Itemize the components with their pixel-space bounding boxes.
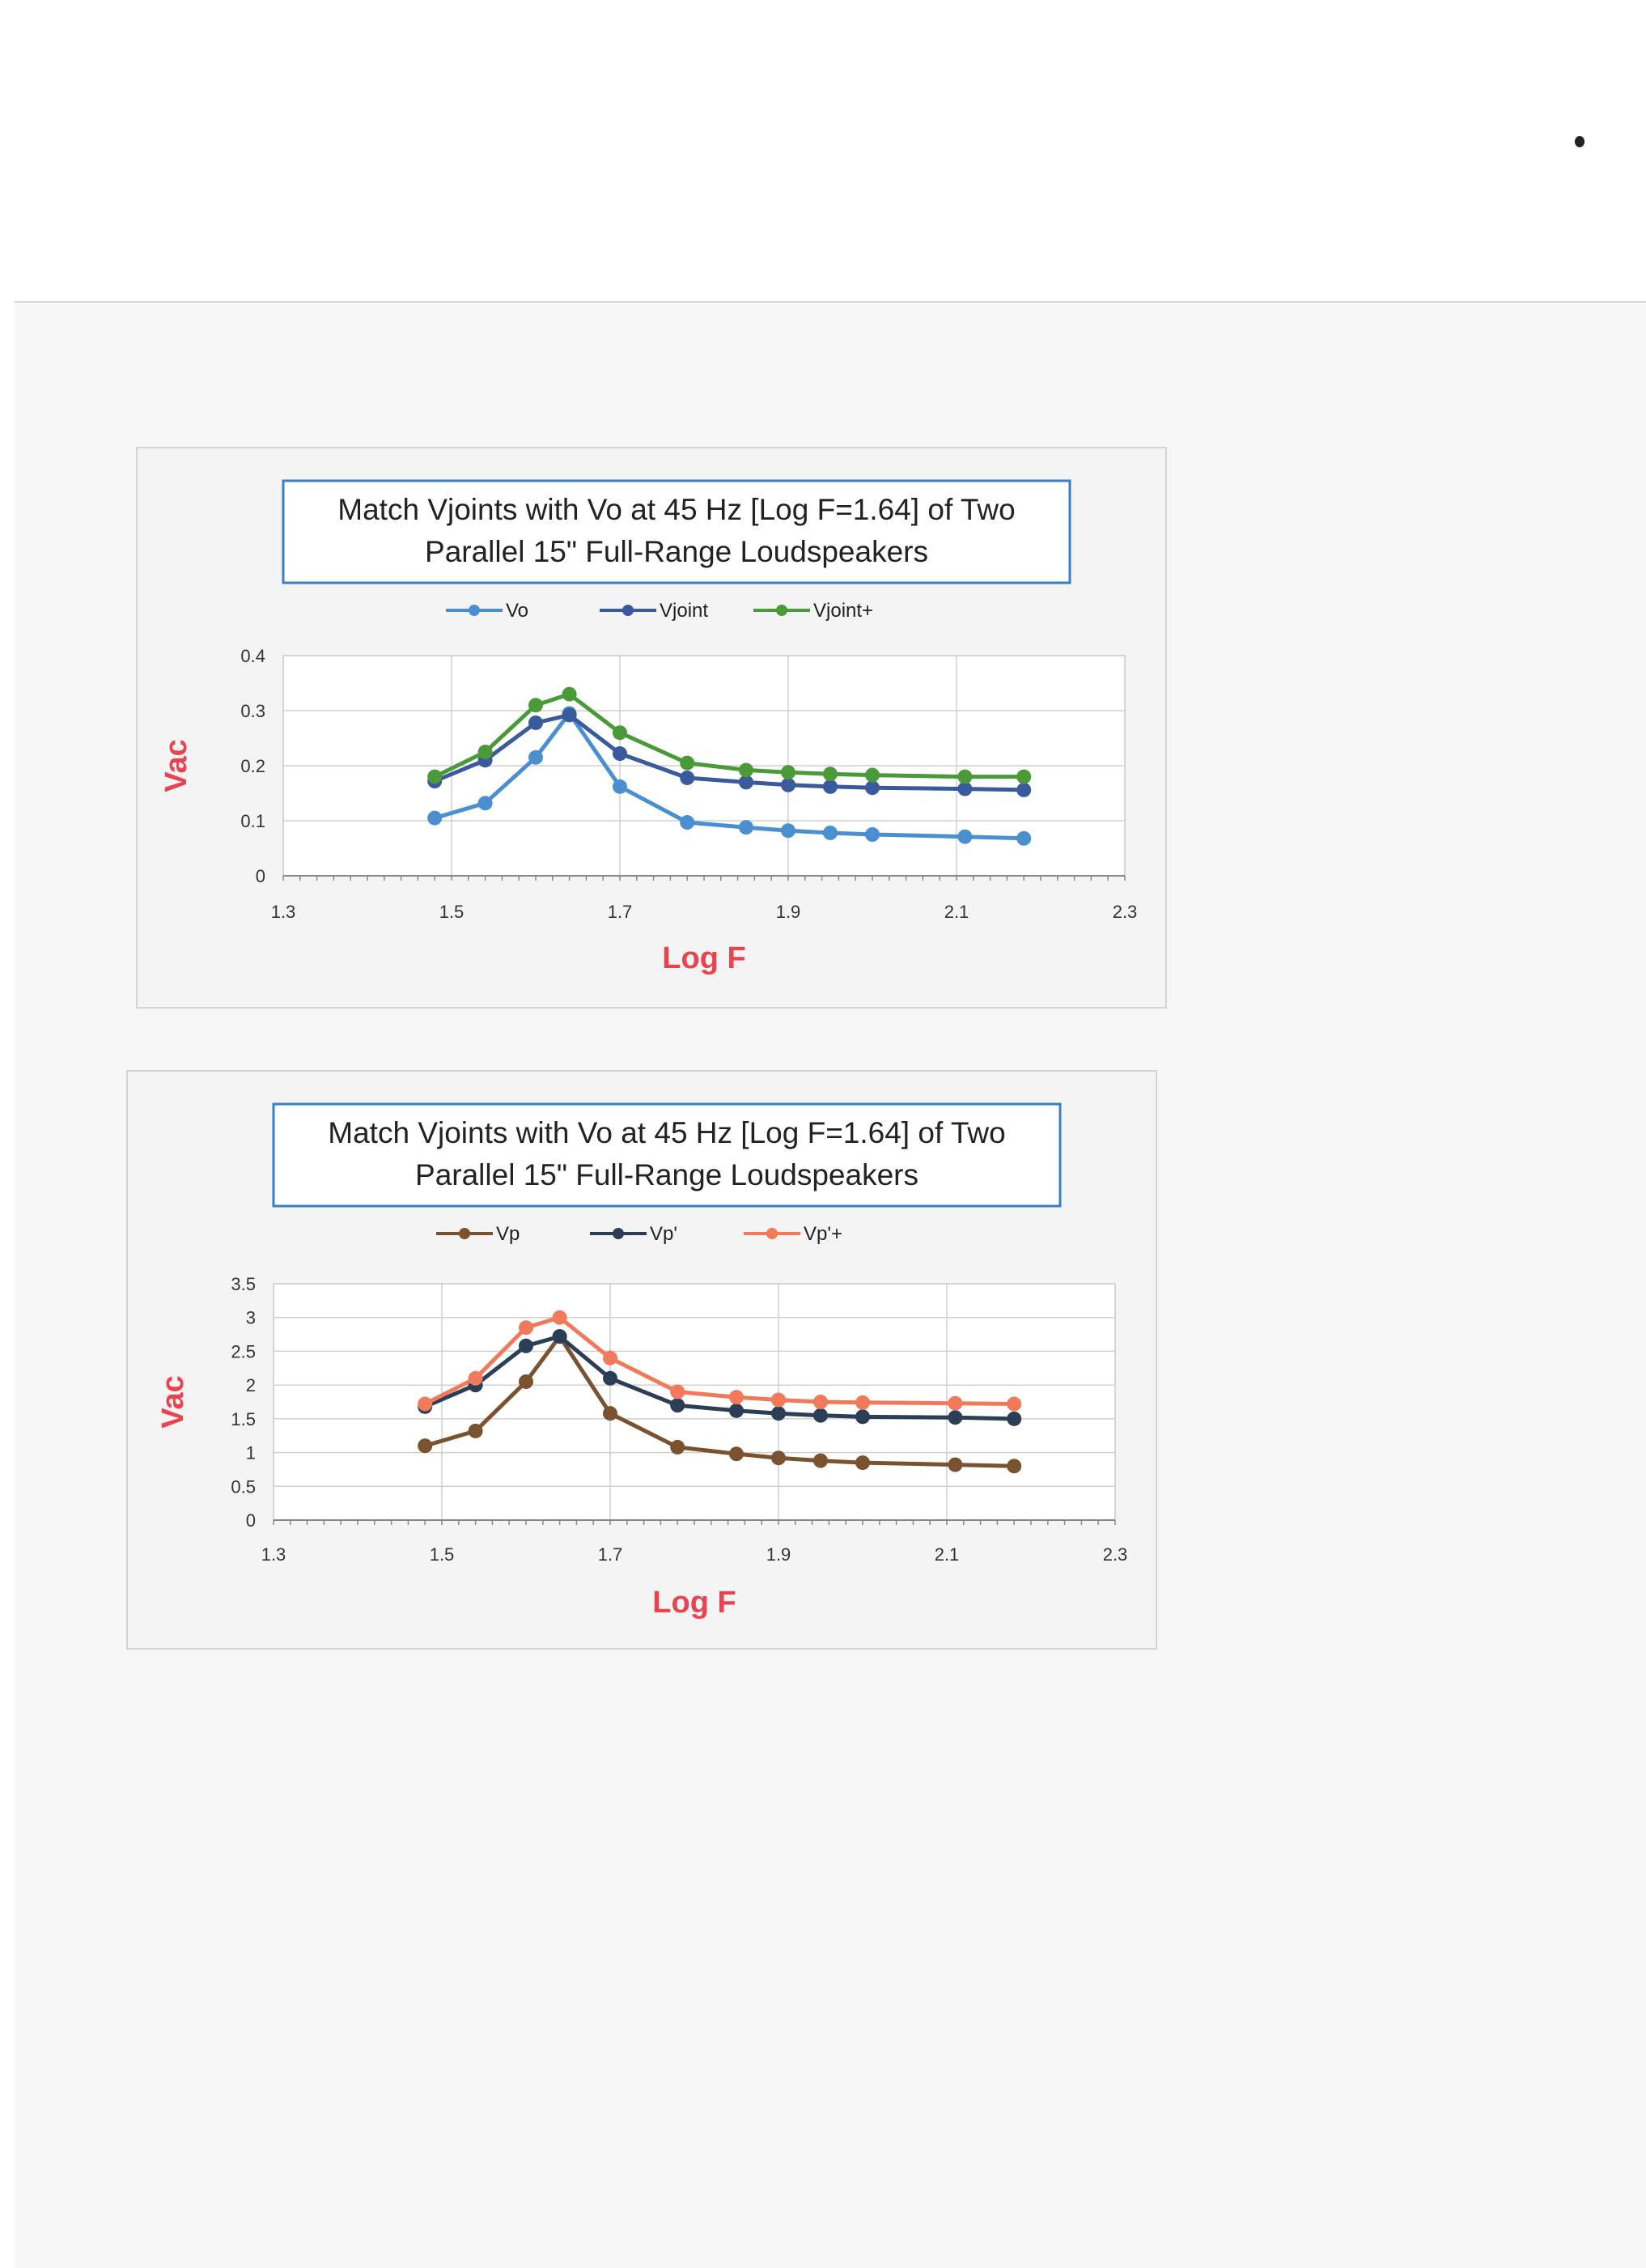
data-point-vjoint-plus xyxy=(478,745,493,759)
chart-vo-vjoint xyxy=(136,447,1167,1009)
data-point-vp-plus xyxy=(418,1397,432,1412)
data-point-vp-plus xyxy=(813,1408,828,1423)
chart-0-svg xyxy=(138,448,1165,1007)
data-point-vp-plus xyxy=(670,1384,685,1399)
data-point-vp-plus xyxy=(771,1392,786,1407)
x-tick-label: 1.9 xyxy=(775,902,801,922)
data-point-vp-plus xyxy=(855,1409,870,1424)
legend-label: Vjoint+ xyxy=(813,600,874,622)
x-tick-label: 1.7 xyxy=(607,902,633,922)
legend-marker xyxy=(622,605,634,616)
data-point-vp xyxy=(1007,1459,1021,1473)
data-point-vo xyxy=(528,750,543,765)
chart-title-line: Match Vjoints with Vo at 45 Hz [Log F=1.64] of Two xyxy=(328,1116,1006,1149)
legend-label: Vjoint xyxy=(660,600,709,622)
data-point-vo xyxy=(957,830,972,844)
data-point-vp xyxy=(729,1446,744,1461)
data-point-vjoint-plus xyxy=(528,698,543,712)
legend-label: Vp'+ xyxy=(804,1223,842,1245)
x-tick-label: 2.3 xyxy=(1102,1544,1128,1565)
data-point-vjoint-plus xyxy=(680,756,694,771)
x-tick-label: 2.3 xyxy=(1112,902,1138,922)
y-tick-label: 1.5 xyxy=(231,1408,256,1429)
chart-vp xyxy=(126,1070,1157,1650)
data-point-vjoint xyxy=(613,746,627,761)
legend-marker xyxy=(766,1228,778,1239)
data-point-vo xyxy=(823,826,838,840)
legend-label: Vo xyxy=(506,600,529,622)
data-point-vjoint xyxy=(1016,783,1031,797)
data-point-vjoint xyxy=(562,707,577,722)
x-tick-label: 1.5 xyxy=(429,1544,455,1565)
data-point-vp xyxy=(469,1424,483,1438)
data-point-vo xyxy=(680,815,694,830)
data-point-vp-plus xyxy=(469,1371,483,1386)
data-point-vp-plus xyxy=(813,1395,828,1409)
y-tick-label: 3 xyxy=(245,1307,256,1328)
data-point-vjoint-plus xyxy=(562,687,577,702)
data-point-vp xyxy=(771,1450,786,1465)
x-tick-label: 2.1 xyxy=(934,1544,960,1565)
y-tick-label: 0 xyxy=(245,1510,256,1531)
data-point-vp-plus xyxy=(553,1329,567,1344)
y-tick-label: 3.5 xyxy=(231,1274,256,1294)
data-point-vp xyxy=(948,1458,962,1472)
data-point-vp-plus xyxy=(603,1371,617,1386)
data-point-vp-plus xyxy=(771,1406,786,1421)
data-point-vp xyxy=(418,1438,432,1453)
data-point-vjoint-plus xyxy=(613,725,627,740)
x-tick-label: 1.5 xyxy=(439,902,465,922)
data-point-vo xyxy=(865,827,880,842)
data-point-vp-plus xyxy=(948,1410,962,1425)
y-tick-label: 2.5 xyxy=(231,1341,256,1362)
y-tick-label: 0.5 xyxy=(231,1476,256,1497)
data-point-vjoint xyxy=(865,780,880,795)
data-point-vjoint-plus xyxy=(823,767,838,781)
data-point-vjoint-plus xyxy=(427,770,442,784)
data-point-vp xyxy=(603,1406,617,1421)
data-point-vp-plus xyxy=(519,1320,533,1335)
data-point-vp-plus xyxy=(855,1395,870,1410)
x-tick-label: 1.7 xyxy=(597,1544,623,1565)
data-point-vjoint xyxy=(823,779,838,794)
data-point-vp-plus xyxy=(1007,1412,1021,1426)
x-axis-title: Log F xyxy=(662,941,746,975)
data-point-vjoint-plus xyxy=(781,765,795,779)
data-point-vjoint xyxy=(781,778,795,792)
y-tick-label: 0.3 xyxy=(240,701,265,721)
ink-dot xyxy=(1575,136,1584,147)
legend-marker xyxy=(469,605,480,616)
y-axis-title: Vac xyxy=(156,1375,190,1429)
data-point-vjoint-plus xyxy=(865,768,880,783)
data-point-vo xyxy=(427,811,442,826)
data-point-vp-plus xyxy=(1007,1397,1021,1412)
y-tick-label: 0.2 xyxy=(240,756,265,776)
x-tick-label: 2.1 xyxy=(944,902,969,922)
chart-title-line: Parallel 15" Full-Range Loudspeakers xyxy=(415,1158,918,1191)
data-point-vp-plus xyxy=(729,1390,744,1404)
data-point-vo xyxy=(781,823,795,838)
y-tick-label: 2 xyxy=(245,1375,256,1396)
data-point-vp-plus xyxy=(553,1310,567,1325)
y-tick-label: 0.4 xyxy=(240,646,265,666)
y-tick-label: 0.1 xyxy=(240,811,265,831)
data-point-vp-plus xyxy=(670,1398,685,1412)
legend-label: Vp' xyxy=(650,1223,677,1245)
legend-marker xyxy=(459,1228,470,1239)
legend-marker xyxy=(613,1228,624,1239)
x-tick-label: 1.9 xyxy=(766,1544,791,1565)
y-tick-label: 1 xyxy=(245,1442,256,1463)
x-tick-label: 1.3 xyxy=(270,902,296,922)
data-point-vo xyxy=(739,820,753,835)
data-point-vjoint xyxy=(528,716,543,730)
chart-title-line: Parallel 15" Full-Range Loudspeakers xyxy=(425,535,928,568)
y-axis-title: Vac xyxy=(159,739,193,792)
data-point-vo xyxy=(613,779,627,794)
data-point-vo xyxy=(1016,831,1031,846)
data-point-vjoint-plus xyxy=(1016,770,1031,784)
legend-marker xyxy=(776,605,787,616)
chart-1-svg xyxy=(128,1072,1156,1648)
data-point-vp xyxy=(519,1374,533,1389)
data-point-vo xyxy=(478,796,493,810)
data-point-vp-plus xyxy=(519,1339,533,1353)
data-point-vp-plus xyxy=(948,1396,962,1411)
chart-title-line: Match Vjoints with Vo at 45 Hz [Log F=1.64] of Two xyxy=(337,493,1016,526)
data-point-vjoint-plus xyxy=(739,762,753,777)
data-point-vp-plus xyxy=(729,1404,744,1418)
data-point-vp xyxy=(855,1455,870,1470)
data-point-vjoint-plus xyxy=(957,770,972,784)
data-point-vjoint xyxy=(680,771,694,785)
x-tick-label: 1.3 xyxy=(261,1544,286,1565)
data-point-vp xyxy=(670,1440,685,1455)
legend-label: Vp xyxy=(496,1223,520,1245)
data-point-vp xyxy=(813,1454,828,1468)
x-axis-title: Log F xyxy=(652,1586,736,1620)
data-point-vp-plus xyxy=(603,1351,617,1365)
y-tick-label: 0 xyxy=(255,866,265,886)
